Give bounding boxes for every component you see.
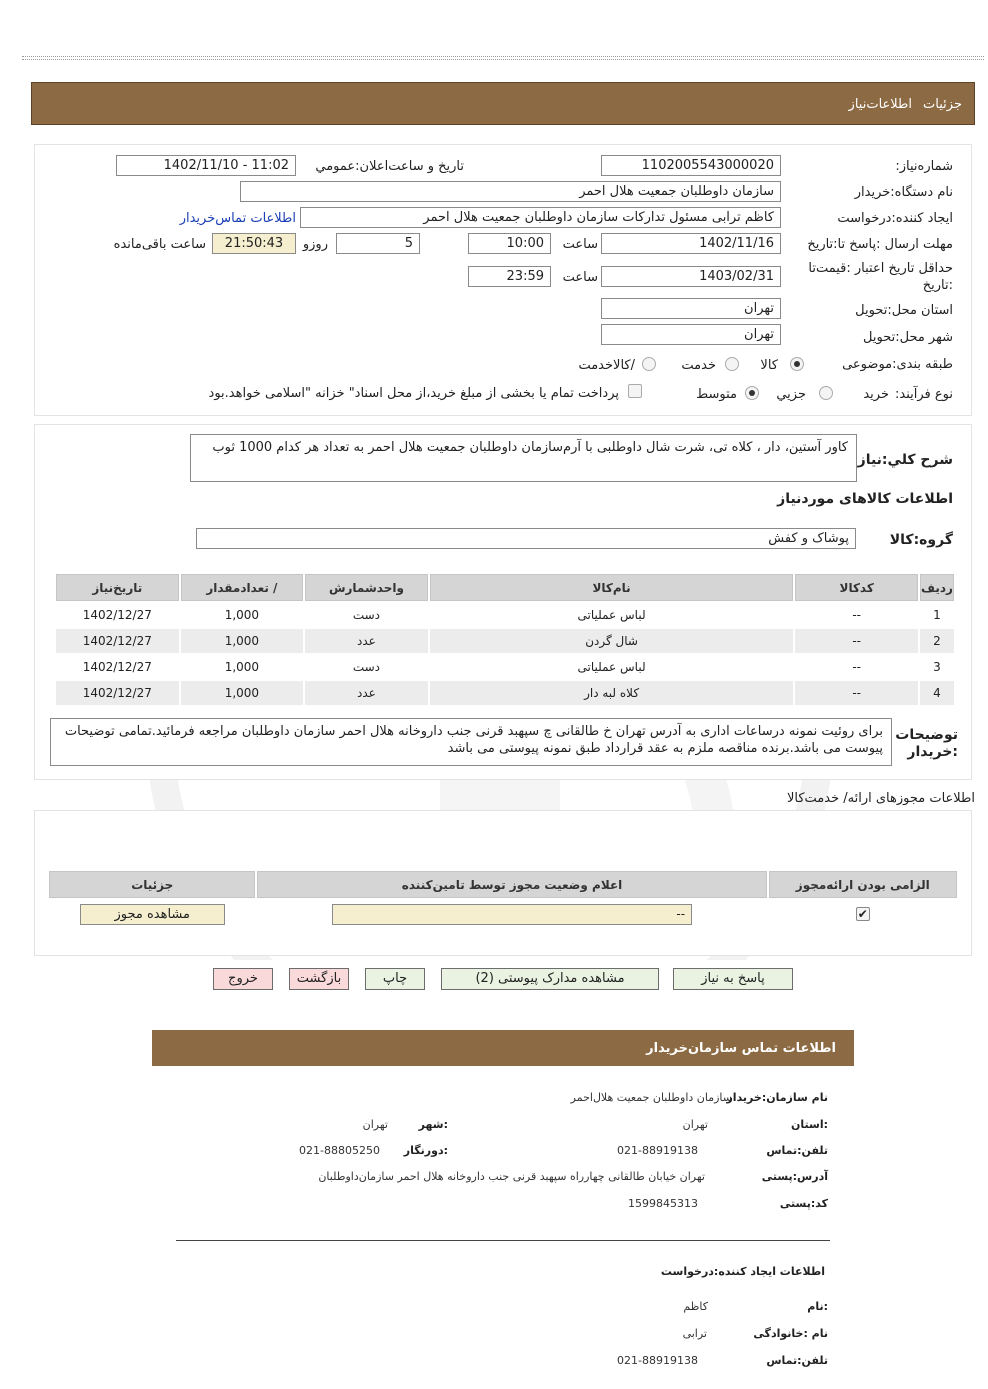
validity-time-label: ساعت <box>562 270 598 285</box>
license-required-checkbox[interactable]: ✔ <box>857 907 868 921</box>
print-button[interactable]: چاپ <box>365 968 425 990</box>
cell-row: 1 <box>933 608 941 622</box>
cell-need-date: 1402/12/27 <box>56 681 179 705</box>
process-buy-label: خرید <box>863 387 889 402</box>
cell-code: -- <box>795 629 918 653</box>
reply-button[interactable]: پاسخ به نیاز <box>673 968 793 990</box>
contact-org-value: سازمان داوطلبان جمعیت هلال‌احمر <box>570 1091 732 1104</box>
cell-quantity: 1,000 <box>224 608 260 622</box>
contact-divider <box>176 1240 830 1241</box>
buyer-notes-label-1: توضیحات <box>895 727 958 743</box>
contact-postal-label: کد:پستی <box>779 1197 828 1210</box>
table-row <box>56 655 954 679</box>
contact-org-label: نام سازمان:خریدار <box>726 1091 828 1104</box>
process-medium-radio[interactable] <box>745 386 759 400</box>
col-need-date: تاریخ‌نیاز <box>56 574 179 601</box>
buyer-notes-label-2: :خریدار <box>907 744 958 760</box>
cell-code: -- <box>795 681 918 705</box>
cell-name: لباس عملیاتی <box>577 660 646 674</box>
description-label: شرح کلي:نیاز <box>857 452 953 468</box>
deadline-date-field: 1402/11/16 <box>601 233 781 254</box>
contact-fax-label: :دورنگار <box>403 1144 448 1157</box>
col-license-required: الزامی بودن ارائه‌مجوز <box>769 871 957 898</box>
contact-phone-value: 021-88919138 <box>617 1144 698 1157</box>
cell-code: -- <box>852 660 862 674</box>
contact-province-label: :استان <box>791 1118 828 1131</box>
goods-group-field: پوشاک و کفش <box>196 528 856 549</box>
cell-row: 4 <box>920 681 954 705</box>
validity-label-2: :تاریخ <box>922 278 953 293</box>
table-row <box>56 681 954 705</box>
col-license-status: اعلام وضعیت مجوز توسط تامین‌کننده <box>257 871 766 898</box>
city-field: تهران <box>601 324 781 345</box>
cell-unit: دست <box>352 660 381 674</box>
category-goods-radio[interactable] <box>790 357 804 371</box>
contact-fax-value: 021-88805250 <box>299 1144 380 1157</box>
remaining-time-label: ساعت باقی‌مانده <box>113 237 206 252</box>
contact-postal-value: 1599845313 <box>628 1197 698 1210</box>
cell-need-date: 1402/12/27 <box>56 629 179 653</box>
cell-row: 2 <box>920 629 954 653</box>
table-row <box>49 900 957 928</box>
validity-label-1: حداقل تاریخ اعتبار :قیمت‌تا <box>808 261 953 276</box>
process-minor-label: جزیي <box>776 387 806 402</box>
creator-label: ایجاد کننده:درخواست <box>837 211 953 226</box>
buyer-contact-link[interactable]: اطلاعات تماس‌خریدار <box>179 211 296 226</box>
cell-name: کلاه لبه دار <box>430 681 794 705</box>
license-status-field: -- <box>332 904 692 925</box>
contact-address-label: آدرس:پستی <box>761 1170 828 1183</box>
contact-address-value: تهران خیابان طالقانی چهارراه سپهبد قرنی جنب داروخانه هلال احمر سازمان‌داوطلبان <box>318 1170 705 1183</box>
need-number-label: شماره‌نیاز: <box>895 159 953 174</box>
city-label: شهر محل:تحویل <box>863 330 953 345</box>
exit-button[interactable]: خروج <box>213 968 273 990</box>
validity-date-field: 1403/02/31 <box>601 266 781 287</box>
category-goods-service-radio[interactable] <box>642 357 656 371</box>
creator-field: کاظم ترابی مسئول تدارکات سازمان داوطلبان جمعیت هلال احمر <box>300 207 781 228</box>
deadline-label: مهلت ارسال :پاسخ تا:تاریخ <box>807 237 953 252</box>
goods-group-label: گروه:کالا <box>889 532 953 548</box>
contact-city-value: تهران <box>362 1118 388 1131</box>
days-field: 5 <box>336 233 420 254</box>
cell-quantity: 1,000 <box>224 660 260 674</box>
table-row <box>56 629 954 653</box>
col-code: کدکالا <box>795 574 918 601</box>
province-field: تهران <box>601 298 781 319</box>
days-label: روزو <box>302 237 328 252</box>
category-service-radio[interactable] <box>725 357 739 371</box>
category-service-label: خدمت <box>681 358 716 373</box>
province-label: استان محل:تحویل <box>855 303 953 318</box>
buyer-org-label: نام دستگاه:خریدار <box>854 185 953 200</box>
cell-row: 3 <box>933 660 941 674</box>
col-row: ردیف <box>920 574 954 601</box>
goods-info-title: اطلاعات کالاهای موردنیاز <box>777 491 953 507</box>
cell-quantity: 1,000 <box>181 681 304 705</box>
category-goods-service-label: /کالاخدمت <box>578 358 635 373</box>
creator-info-title: اطلاعات ایجاد کننده:درخواست <box>660 1265 825 1278</box>
creator-phone-value: 021-88919138 <box>617 1354 698 1367</box>
contact-header-bar <box>152 1030 854 1066</box>
licenses-table-header <box>49 871 957 898</box>
buyer-org-field: سازمان داوطلبان جمعیت هلال احمر <box>240 181 781 202</box>
announce-label: تاریخ و ساعت‌اعلان:عمومي <box>315 159 464 174</box>
licenses-title: اطلاعات مجوزهای ارائه/ خدمت‌کالا <box>786 791 975 806</box>
cell-unit: عدد <box>305 629 428 653</box>
cell-unit: دست <box>352 608 381 622</box>
treasury-checkbox[interactable] <box>628 384 642 398</box>
remaining-time-field: 21:50:43 <box>212 233 296 254</box>
license-details-cell <box>49 900 255 928</box>
creator-name-value: کاظم <box>683 1300 708 1313</box>
goods-table-header <box>56 574 954 601</box>
contact-title: اطلاعات تماس سازمان‌خریدار <box>646 1041 836 1056</box>
licenses-table <box>47 869 959 930</box>
deadline-time-field: 10:00 <box>468 233 551 254</box>
process-minor-radio[interactable] <box>819 386 833 400</box>
category-goods-label: کالا <box>760 358 778 373</box>
table-row <box>56 603 954 627</box>
cell-name: لباس عملیاتی <box>577 608 646 622</box>
category-label: طبقه بندی:موضوعی <box>842 357 953 372</box>
page-header-bar <box>31 82 975 125</box>
cell-quantity: 1,000 <box>181 629 304 653</box>
creator-name-label: :نام <box>807 1300 828 1313</box>
goods-table <box>54 572 956 707</box>
creator-phone-label: تلفن:تماس <box>766 1354 828 1367</box>
page-title: اطلاعات‌نیاز <box>848 97 912 112</box>
buyer-notes-field: برای روئیت نمونه درساعات اداری به آدرس تهران خ طالقانی چ سپهبد قرنی جنب داروخانه هلال احمر سازمان داوطلبان مراجعه فرمائید.تمامی توضیحات پیوست می باشد.برنده مناقصه ملزم به عقد قرارداد طبق نمونه پیوستی می باشد <box>50 718 892 766</box>
col-quantity: / تعدادمقدار <box>181 574 304 601</box>
validity-time-field: 23:59 <box>468 266 551 287</box>
cell-code: -- <box>852 608 862 622</box>
license-required-cell <box>769 900 957 928</box>
cell-unit: عدد <box>305 681 428 705</box>
col-license-details: جزئیات <box>49 871 255 898</box>
process-label: نوع فرآیند: <box>895 387 953 402</box>
cell-need-date: 1402/12/27 <box>82 608 152 622</box>
contact-phone-label: تلفن:تماس <box>766 1144 828 1157</box>
creator-family-label: نام :خانوادگی <box>753 1327 828 1340</box>
contact-province-value: تهران <box>682 1118 708 1131</box>
top-divider <box>22 56 984 60</box>
col-unit: واحدشمارش <box>305 574 428 601</box>
treasury-text: پرداخت تمام یا بخشی از مبلغ خرید،از محل اسناد" خزانه "اسلامی خواهد.بود <box>208 386 619 401</box>
col-name: نام‌کالا <box>430 574 794 601</box>
back-button[interactable]: بازگشت <box>289 968 349 990</box>
details-tab[interactable]: جزئیات <box>923 97 962 112</box>
need-number-field: 1102005543000020 <box>601 155 781 176</box>
cell-need-date: 1402/12/27 <box>82 660 152 674</box>
announce-datetime-field: 1402/11/10 - 11:02 <box>116 155 296 176</box>
creator-family-value: ترابی <box>682 1327 707 1340</box>
attachments-button[interactable]: مشاهده مدارک پیوستی (2) <box>441 968 659 990</box>
cell-name: شال گردن <box>430 629 794 653</box>
contact-city-label: :شهر <box>418 1118 448 1131</box>
deadline-time-label: ساعت <box>562 237 598 252</box>
description-field: کاور آستین، دار ، کلاه تی، شرت شال داوطلبی با آرم‌سازمان داوطلبان جمعیت هلال احمر به تعداد هر کدام 1000 ثوب <box>190 434 857 482</box>
view-license-button[interactable]: مشاهده مجوز <box>80 904 225 925</box>
license-status-cell <box>257 900 766 928</box>
process-medium-label: متوسط <box>696 387 737 402</box>
